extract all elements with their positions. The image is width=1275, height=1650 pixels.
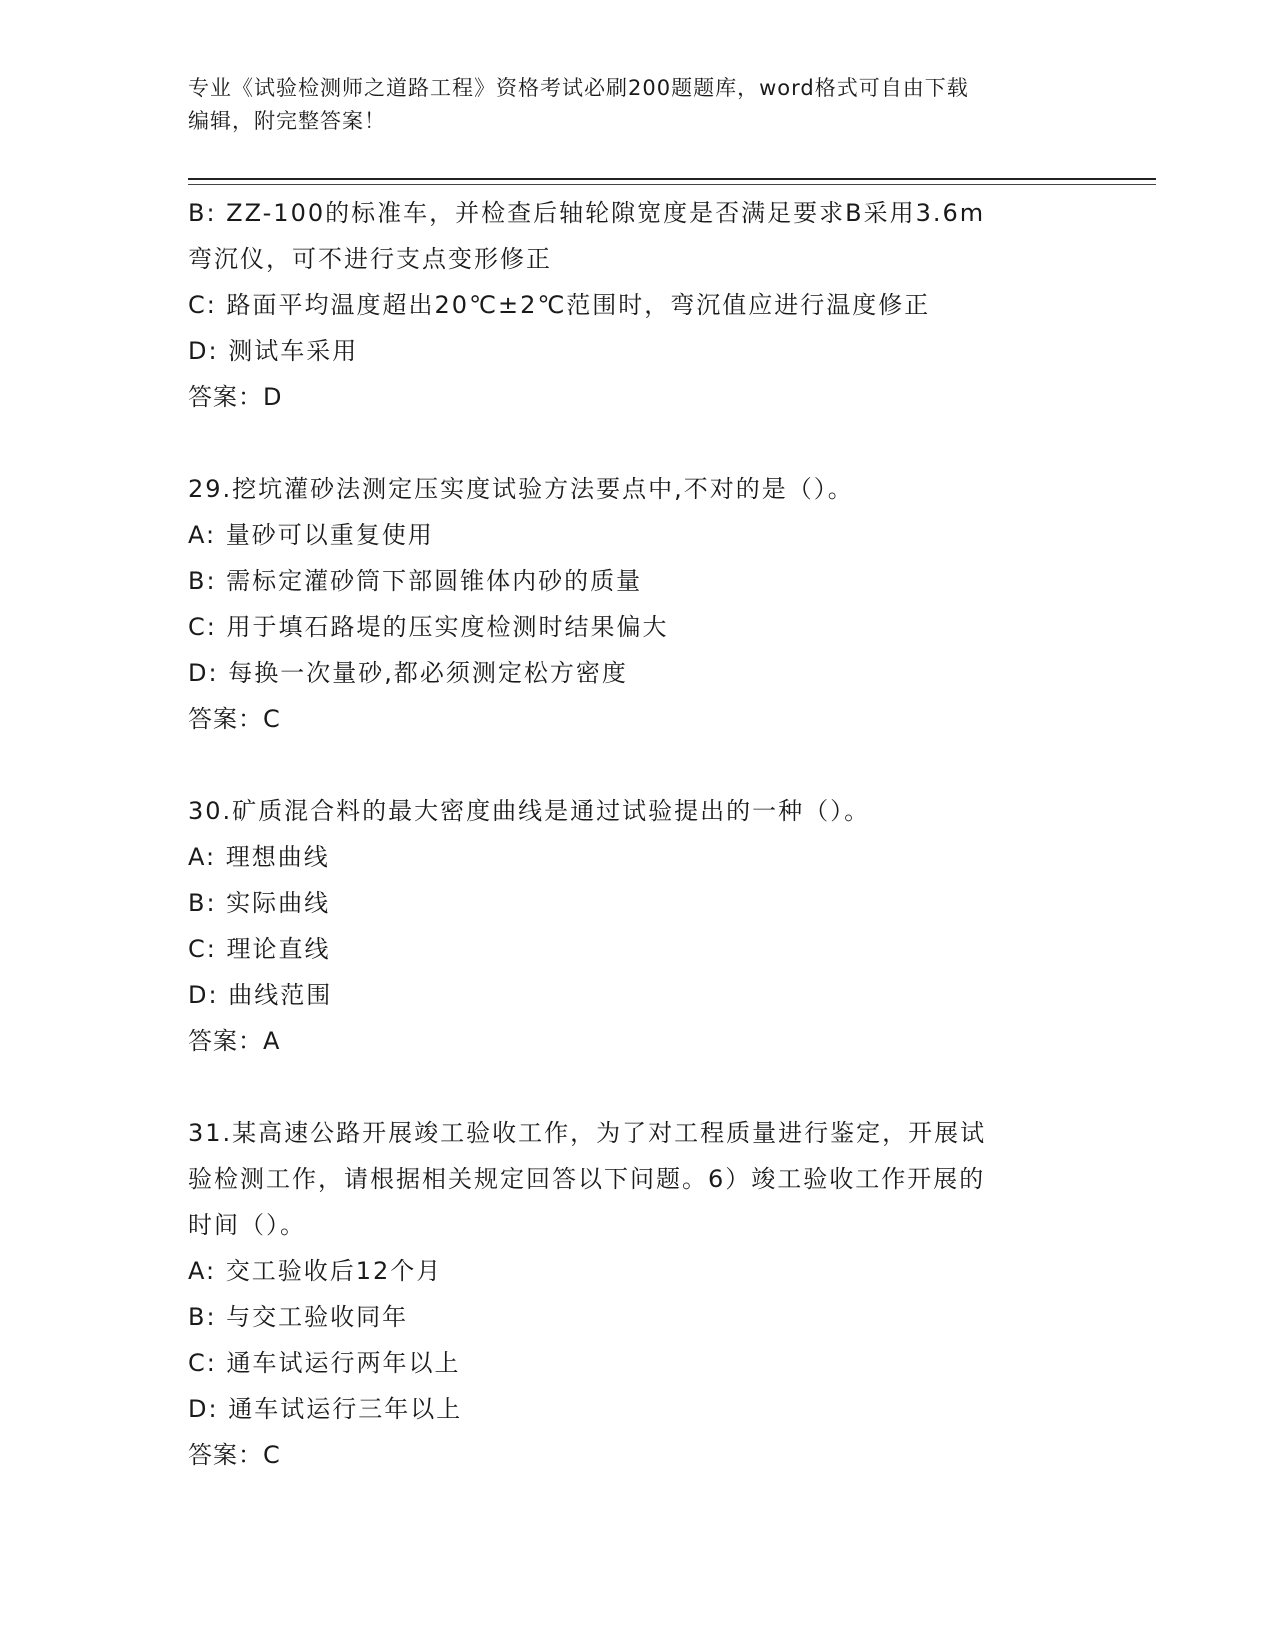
question-list bbox=[188, 190, 1088, 1478]
option-c: C: 理论直线 bbox=[188, 935, 331, 963]
option-c: C: 路面平均温度超出20℃±2℃范围时，弯沉值应进行温度修正 bbox=[188, 291, 931, 319]
question-text-line-3: 时间（）。 bbox=[188, 1211, 306, 1239]
option-b-line-1: B: ZZ-100的标准车，并检查后轴轮隙宽度是否满足要求B采用3.6m bbox=[188, 199, 986, 227]
question-text: 29.挖坑灌砂法测定压实度试验方法要点中,不对的是（）。 bbox=[188, 475, 854, 503]
option-a: A: 理想曲线 bbox=[188, 843, 330, 871]
document-header bbox=[188, 72, 1088, 138]
option-d: D: 通车试运行三年以上 bbox=[188, 1395, 463, 1423]
question-29 bbox=[188, 466, 1088, 742]
question-text: 30.矿质混合料的最大密度曲线是通过试验提出的一种（）。 bbox=[188, 797, 871, 825]
answer: 答案：D bbox=[188, 383, 283, 411]
header-divider-thick bbox=[188, 178, 1156, 180]
spacer bbox=[188, 1064, 1088, 1110]
option-a: A: 量砂可以重复使用 bbox=[188, 521, 434, 549]
option-b: B: 实际曲线 bbox=[188, 889, 331, 917]
option-b: B: 与交工验收同年 bbox=[188, 1303, 409, 1331]
spacer bbox=[188, 742, 1088, 788]
option-c: C: 用于填石路堤的压实度检测时结果偏大 bbox=[188, 613, 669, 641]
header-divider-thin bbox=[188, 184, 1156, 185]
option-b-line-2: 弯沉仪，可不进行支点变形修正 bbox=[188, 245, 552, 273]
header-title-line-2: 编辑，附完整答案！ bbox=[188, 109, 386, 133]
question-text-line-1: 31.某高速公路开展竣工验收工作，为了对工程质量进行鉴定，开展试 bbox=[188, 1119, 987, 1147]
answer: 答案：C bbox=[188, 705, 281, 733]
question-31 bbox=[188, 1110, 1088, 1478]
spacer bbox=[188, 420, 1088, 466]
answer: 答案：A bbox=[188, 1027, 281, 1055]
header-title-line-1: 专业《试验检测师之道路工程》资格考试必刷200题题库，word格式可自由下载 bbox=[188, 76, 969, 100]
option-d: D: 每换一次量砂,都必须测定松方密度 bbox=[188, 659, 628, 687]
option-d: D: 测试车采用 bbox=[188, 337, 359, 365]
continued-question bbox=[188, 190, 1088, 420]
question-30 bbox=[188, 788, 1088, 1064]
option-b: B: 需标定灌砂筒下部圆锥体内砂的质量 bbox=[188, 567, 643, 595]
option-d: D: 曲线范围 bbox=[188, 981, 333, 1009]
option-c: C: 通车试运行两年以上 bbox=[188, 1349, 461, 1377]
question-text-line-2: 验检测工作，请根据相关规定回答以下问题。6）竣工验收工作开展的 bbox=[188, 1165, 986, 1193]
option-a: A: 交工验收后12个月 bbox=[188, 1257, 443, 1285]
answer: 答案：C bbox=[188, 1441, 281, 1469]
